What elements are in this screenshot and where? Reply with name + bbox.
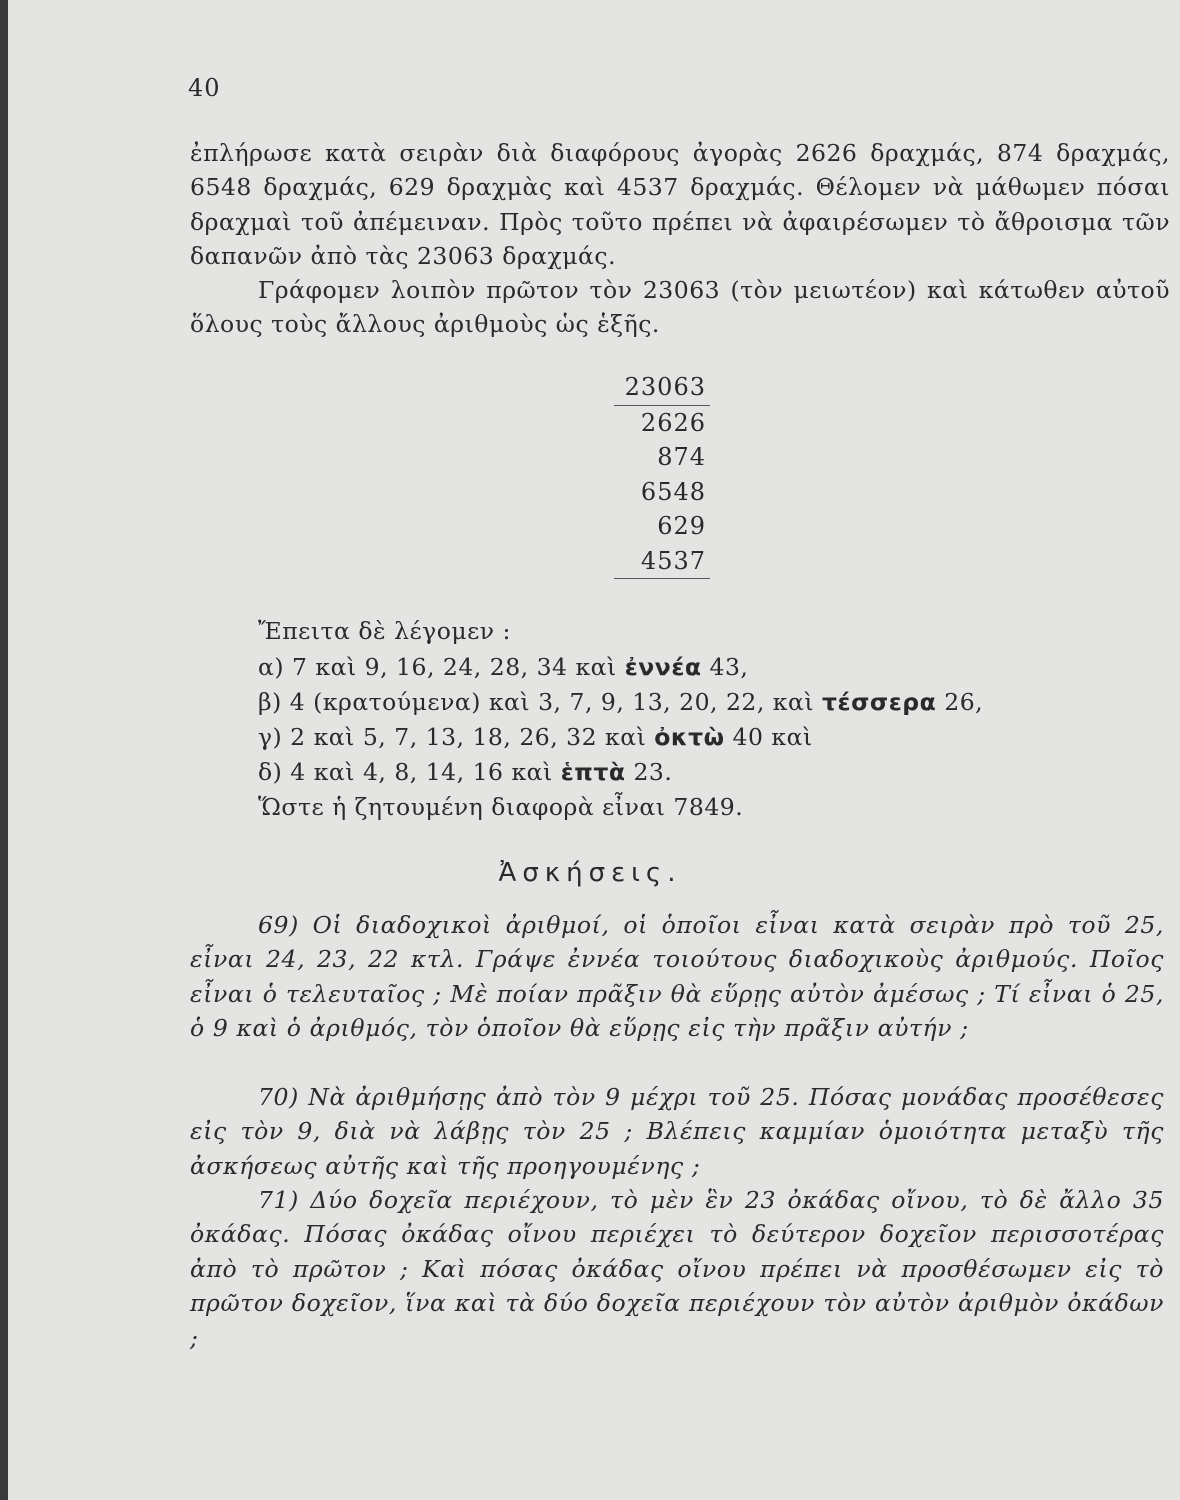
- exercise-70: 70) Νὰ ἀριθμήσῃς ἀπὸ τὸν 9 μέχρι τοῦ 25. Πόσας μονάδας προσέθεσες εἰς τὸν 9, διὰ νὰ λάβῃς τὸν 25 ; Βλέπεις καμμίαν ὁμοιότητα μεταξὺ τῆς ἀσκήσεως αὐτῆς καὶ τῆς προηγουμένης ;: [190, 1083, 1164, 1180]
- exercise-69: 69) Οἱ διαδοχικοὶ ἀριθμοί, οἱ ὁποῖοι εἶναι κατὰ σειρὰν πρὸ τοῦ 25, εἶναι 24, 23, 22 κτλ. Γράψε ἐννέα τοιούτους διαδοχικοὺς ἀριθμούς. Ποῖος εἶναι ὁ τελευταῖος ; Μὲ ποίαν πρᾶξιν θὰ εὕρῃς αὐτὸν ἀμέσως ; Τί εἶναι ὁ 25, ὁ 9 καὶ ὁ ἀριθμός, τὸν ὁποῖον θὰ εὕρῃς εἰς τὴν πρᾶξιν αὐτήν ;: [190, 911, 1164, 1043]
- subtrahend: 2626: [640, 408, 706, 437]
- subtrahend: 6548: [640, 477, 706, 506]
- exercises-heading: Ἀσκήσεις.: [498, 858, 682, 888]
- conclusion: Ὥστε ἡ ζητουμένη διαφορὰ εἶναι 7849.: [258, 793, 744, 821]
- step-line: [258, 755, 672, 789]
- intro-paragraph: ἐπλήρωσε κατὰ σειρὰν διὰ διαφόρους ἀγορὰς 2626 δραχμάς, 874 δραχμάς, 6548 δραχμάς, 629 δραχμὰς καὶ 4537 δραχμάς. Θέλομεν νὰ μάθωμεν πόσαι δραχμαὶ τοῦ ἀπέμειναν. Πρὸς τοῦτο πρέπει νὰ ἀφαιρέσωμεν τὸ ἄθροισμα τῶν δαπανῶν ἀπὸ τὰς 23063 δραχμάς.: [190, 139, 1170, 271]
- step-result: 23.: [625, 758, 673, 786]
- total-rule: [614, 578, 710, 579]
- step-digit-word: ἑπτὰ: [560, 758, 626, 786]
- method-paragraph: Γράφομεν λοιπὸν πρῶτον τὸν 23063 (τὸν μειωτέον) καὶ κάτωθεν αὐτοῦ ὅλους τοὺς ἄλλους ἀριθμοὺς ὡς ἑξῆς.: [190, 276, 1170, 339]
- step-line: [258, 685, 983, 719]
- page-number: 40: [188, 74, 221, 102]
- step-digit-word: ἐννέα: [624, 653, 702, 681]
- minuend: 23063: [624, 373, 706, 401]
- step-text: γ) 2 καὶ 5, 7, 13, 18, 26, 32 καὶ: [258, 723, 655, 751]
- exercise-71: 71) Δύο δοχεῖα περιέχουν, τὸ μὲν ἓν 23 ὀκάδας οἴνου, τὸ δὲ ἄλλο 35 ὀκάδας. Πόσας ὀκάδας οἴνου περιέχει τὸ δεύτερον δοχεῖον περισσοτέρας ἀπὸ τὸ πρῶτον ; Καὶ πόσας ὀκάδας οἴνου πρέπει νὰ προσθέσωμεν εἰς τὸ πρῶτον δοχεῖον, ἵνα καὶ τὰ δύο δοχεῖα περιέχουν τὸν αὐτὸν ἀριθμὸν ὀκάδων ;: [190, 1186, 1164, 1352]
- subtrahend: 874: [657, 443, 706, 471]
- step-result: 40 καὶ: [724, 723, 813, 751]
- then-we-say: Ἔπειτα δὲ λέγομεν :: [258, 617, 511, 645]
- page-binding-edge: [0, 0, 8, 1500]
- step-result: 43,: [701, 653, 749, 681]
- step-text: β) 4 (κρατούμενα) καὶ 3, 7, 9, 13, 20, 22, καὶ: [258, 688, 823, 716]
- subtraction-layout: [560, 370, 710, 579]
- step-text: α) 7 καὶ 9, 16, 24, 28, 34 καὶ: [258, 653, 625, 681]
- subtrahend: 4537: [640, 546, 706, 575]
- step-line: [258, 720, 813, 754]
- step-line: [258, 650, 748, 684]
- step-text: δ) 4 καὶ 4, 8, 14, 16 καὶ: [258, 758, 561, 786]
- subtrahend: 629: [657, 512, 706, 540]
- step-digit-word: ὀκτὼ: [654, 723, 725, 751]
- step-digit-word: τέσσερα: [822, 688, 937, 716]
- step-result: 26,: [936, 688, 984, 716]
